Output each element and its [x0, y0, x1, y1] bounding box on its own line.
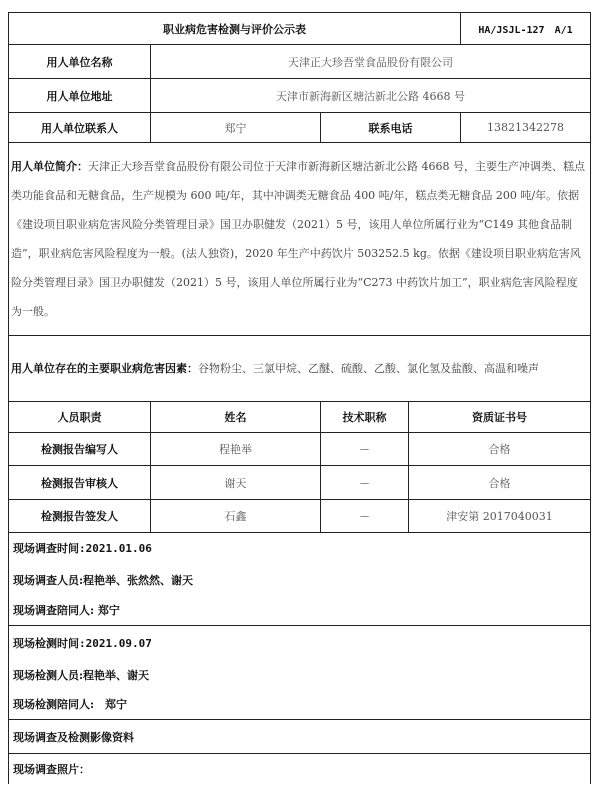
form-title: 职业病危害检测与评价公示表 [9, 13, 461, 45]
hazards-block [9, 336, 591, 402]
staff-name: 程艳举 [151, 433, 321, 466]
unit-contact-row [9, 113, 591, 143]
table-row [9, 500, 591, 533]
hazards-row [9, 336, 591, 402]
intro-label: 用人单位简介： [11, 160, 88, 173]
hazards-text: 谷物粉尘、三氯甲烷、乙醚、硫酸、乙酸、氯化氢及盐酸、高温和噪声 [198, 362, 539, 375]
staff-title: － [321, 466, 409, 500]
header-row [9, 13, 591, 45]
survey-people-row [9, 564, 591, 596]
unit-contact-value: 郑宁 [151, 113, 321, 143]
inspect-time-row [9, 626, 591, 660]
staff-cert: 合格 [409, 466, 591, 500]
staff-role: 检测报告签发人 [9, 500, 151, 533]
images-section-title: 现场调查及检测影像资料 [9, 720, 591, 754]
unit-name-row [9, 45, 591, 79]
inspect-escort-row [9, 690, 591, 720]
staff-title: － [321, 433, 409, 466]
inspection-people: 现场检测人员:程艳举、谢天 [9, 660, 591, 690]
phone-label: 联系电话 [321, 113, 461, 143]
staff-header-title: 技术职称 [321, 402, 409, 433]
staff-role: 检测报告审核人 [9, 466, 151, 500]
survey-escort: 现场调查陪同人: 郑宁 [9, 596, 591, 626]
inspection-escort: 现场检测陪同人: 郑宁 [9, 690, 591, 720]
unit-address-row [9, 79, 591, 113]
images-section-row [9, 720, 591, 754]
unit-name-value: 天津正大珍吾堂食品股份有限公司 [151, 45, 591, 79]
unit-name-label: 用人单位名称 [9, 45, 151, 79]
staff-title: － [321, 500, 409, 533]
phone-value: 13821342278 [461, 113, 591, 143]
form-code: HA/JSJL-127 A/1 [461, 13, 591, 45]
staff-header-name: 姓名 [151, 402, 321, 433]
survey-photos-label: 现场调查照片： [9, 754, 591, 784]
intro-row [9, 143, 591, 336]
unit-address-label: 用人单位地址 [9, 79, 151, 113]
inspection-time: 现场检测时间:2021.09.07 [9, 626, 591, 660]
survey-escort-row [9, 596, 591, 626]
survey-time: 现场调查时间:2021.01.06 [9, 533, 591, 564]
intro-text: 天津正大珍吾堂食品股份有限公司位于天津市新海新区塘沽新北公路 4668 号，主要生产冲调类、糕点类功能食品和无糖食品，生产规模为 600 吨/年，其中冲调类无糖食品 400 吨/年，糕点类无糖食品 200 吨/年。依据《建设项目职业病危害风险分类管理目录》国卫办职健发（2021）5 号，该用人单位所属行业为“C149 其他食品制造”，职业病危害风险程度为一般。(法人独资)，2020 年生产中药饮片 503252.5 kg。依据《建设项目职业病危害风险分类管理目录》国卫办职健发（2021）5 号，该用人单位所属行业为“C273 中药饮片加工”，职业病危害风险程度为一般。 [11, 160, 585, 318]
unit-intro [9, 143, 591, 336]
survey-time-row [9, 533, 591, 564]
photos-row [9, 754, 591, 784]
staff-cert: 津安第 2017040031 [409, 500, 591, 533]
survey-people: 现场调查人员:程艳举、张然然、谢天 [9, 564, 591, 596]
staff-role: 检测报告编写人 [9, 433, 151, 466]
staff-header-row [9, 402, 591, 433]
staff-cert: 合格 [409, 433, 591, 466]
staff-header-cert: 资质证书号 [409, 402, 591, 433]
staff-name: 谢天 [151, 466, 321, 500]
table-row [9, 466, 591, 500]
staff-header-role: 人员职责 [9, 402, 151, 433]
disclosure-table [8, 12, 591, 784]
unit-contact-label: 用人单位联系人 [9, 113, 151, 143]
inspect-people-row [9, 660, 591, 690]
staff-name: 石鑫 [151, 500, 321, 533]
unit-address-value: 天津市新海新区塘沽新北公路 4668 号 [151, 79, 591, 113]
table-row [9, 433, 591, 466]
hazards-label: 用人单位存在的主要职业病危害因素： [11, 362, 198, 375]
